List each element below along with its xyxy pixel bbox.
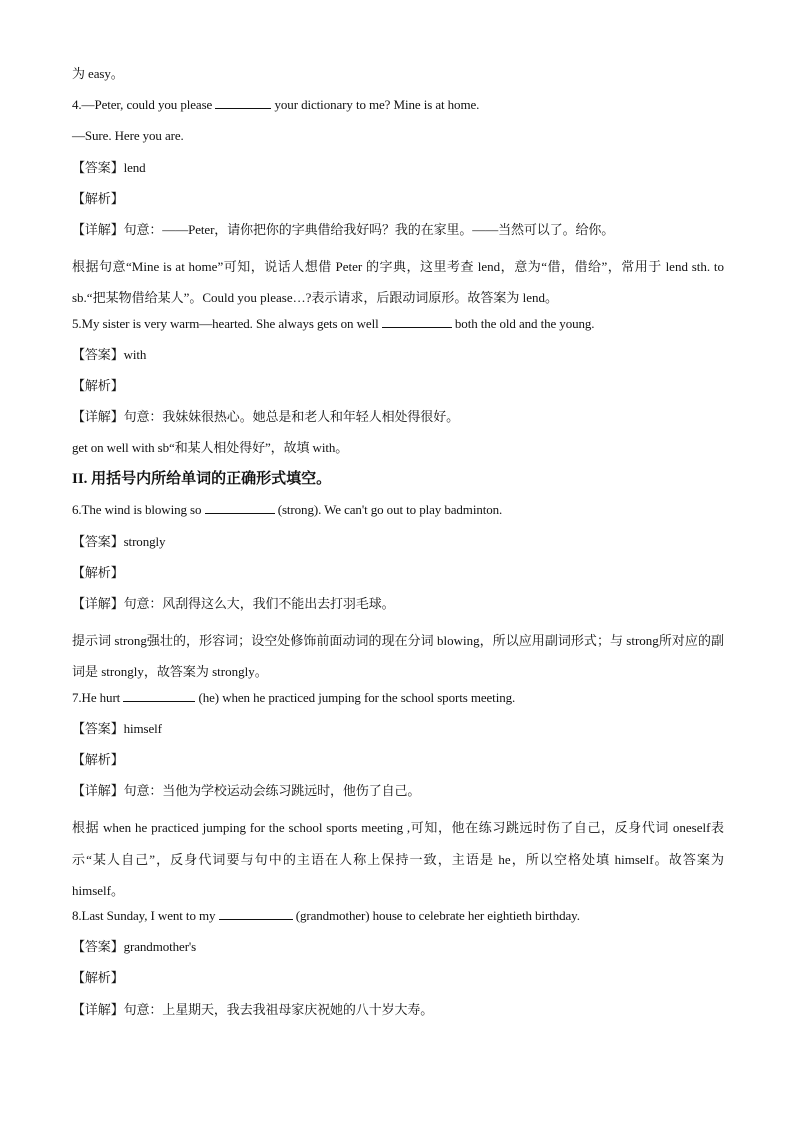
answer-line: 【答案】himself xyxy=(72,720,162,736)
question-4: 4.—Peter, could you please your dictionary to me? Mine is at home. xyxy=(72,97,480,113)
analysis-label: 【解析】 xyxy=(72,752,124,767)
question-5: 5.My sister is very warm—hearted. She always gets on well both the old and the young. xyxy=(72,315,595,331)
detail-line: 【详解】句意：——Peter，请你把你的字典借给我好吗？我的在家里。——当然可以了。给你。 xyxy=(72,221,615,237)
analysis-label: 【解析】 xyxy=(72,564,124,580)
explanation-paragraph: 根据句意“Mine is at home”可知，说话人想借 Peter 的字典，这里考查 lend，意为“借，借给”，常用于 lend sth. to sb.“把某物借给某人”。Could you please…?表示请求，后跟动词原形。故答案为 lend。 xyxy=(72,259,724,306)
explanation-line: get on well with sb“和某人相处得好”，故填 with。 xyxy=(72,440,349,456)
answer-line: 【答案】lend xyxy=(72,159,146,175)
detail-line: 【详解】句意：我妹妹很热心。她总是和老人和年轻人相处得很好。 xyxy=(72,409,460,425)
answer-blank xyxy=(215,96,271,109)
text-line: 为 easy。 xyxy=(72,66,124,81)
question-7: 7.He hurt (he) when he practiced jumping for the school sports meeting. xyxy=(72,689,516,705)
question-8: 8.Last Sunday, I went to my (grandmother) house to celebrate her eightieth birthday. xyxy=(72,907,580,923)
answer-blank xyxy=(382,315,452,328)
question-4-reply: —Sure. Here you are. xyxy=(72,128,184,144)
explanation-paragraph: 根据 when he practiced jumping for the school sports meeting ,可知，他在练习跳远时伤了自己，反身代词 oneself表示“某人自己”，反身代词要与句中的主语在人称上保持一致，主语是 he，所以空格处填 himself。故答案为 himself。 xyxy=(72,820,724,898)
detail-line: 【详解】句意：风刮得这么大，我们不能出去打羽毛球。 xyxy=(72,596,395,612)
answer-blank xyxy=(219,907,293,920)
analysis-label: 【解析】 xyxy=(72,970,124,986)
answer-line: 【答案】grandmother's xyxy=(72,939,197,955)
analysis-label: 【解析】 xyxy=(72,190,124,206)
detail-line: 【详解】句意：当他为学校运动会练习跳远时，他伤了自己。 xyxy=(72,783,421,799)
answer-line: 【答案】strongly xyxy=(72,533,166,549)
explanation-paragraph: 提示词 strong强壮的，形容词；设空处修饰前面动词的现在分词 blowing，所以应用副词形式；与 strong所对应的副词是 strongly，故答案为 strongly。 xyxy=(72,633,724,680)
document-page xyxy=(72,64,724,1031)
answer-blank xyxy=(205,501,275,514)
answer-blank xyxy=(123,689,195,702)
section-heading: II. 用括号内所给单词的正确形式填空。 xyxy=(72,471,332,488)
detail-line: 【详解】句意：上星期天，我去我祖母家庆祝她的八十岁大寿。 xyxy=(72,1001,434,1017)
question-6: 6.The wind is blowing so (strong). We can't go out to play badminton. xyxy=(72,502,503,518)
answer-line: 【答案】with xyxy=(72,346,147,362)
analysis-label: 【解析】 xyxy=(72,377,124,393)
